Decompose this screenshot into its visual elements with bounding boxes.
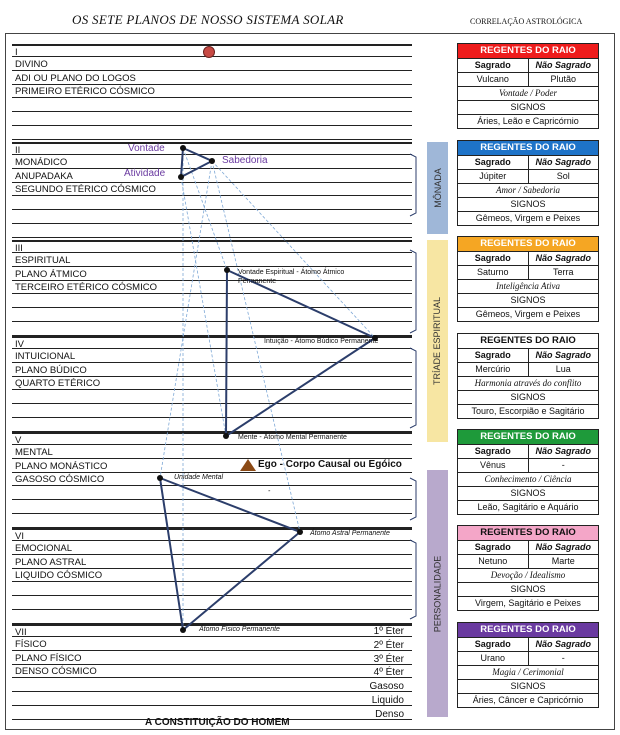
- node-mental: [223, 433, 229, 439]
- col-nao-sagrado: Não Sagrado: [528, 349, 599, 362]
- guide-atmico: [183, 148, 227, 270]
- bracket-v: [410, 478, 416, 520]
- bracket-vi: [410, 540, 416, 619]
- sacred-ruler: Urano: [480, 653, 505, 663]
- non-sacred-ruler: Terra: [528, 266, 599, 279]
- ray-header: REGENTES DO RAIO: [458, 44, 598, 59]
- monad-triangle: [181, 148, 212, 177]
- ego-triangle-icon: [240, 459, 256, 471]
- plane-row: MONÁDICO: [12, 156, 412, 169]
- non-sacred-ruler: -: [528, 459, 599, 472]
- sacred-ruler: Netuno: [478, 556, 508, 566]
- plane-row: GASOSO CÓSMICO: [12, 473, 412, 486]
- node-sabedoria: [209, 158, 215, 164]
- plane-row: FÍSICO: [12, 638, 412, 651]
- col-sagrado: Sagrado: [474, 157, 511, 167]
- signs-label: SIGNOS: [510, 392, 546, 402]
- signs-list: Virgem, Sagitário e Peixes: [475, 598, 581, 608]
- plane-row: II: [12, 142, 412, 155]
- signs-list: Touro, Escorpião e Sagitário: [471, 406, 585, 416]
- ego-label: Ego - Corpo Causal ou Egóico: [258, 459, 402, 470]
- label-atividade: Atividade: [124, 168, 166, 179]
- plane-row: IV: [12, 336, 412, 349]
- ray-quality: Vontade / Poder: [499, 88, 557, 98]
- plane-row: PLANO ASTRAL: [12, 556, 412, 569]
- label-unidade-mental: Unidade Mental: [174, 474, 224, 481]
- non-sacred-ruler: Marte: [528, 555, 599, 568]
- ray-quality: Conhecimento / Ciência: [484, 474, 572, 484]
- signs-label: SIGNOS: [510, 488, 546, 498]
- correlation-heading: CORRELAÇÃO ASTROLÓGICA: [470, 17, 583, 26]
- label-sabedoria: Sabedoria: [222, 155, 268, 166]
- sacred-ruler: Mercúrio: [475, 364, 511, 374]
- plane-row: PLANO MONÁSTICO: [12, 460, 412, 473]
- page-title: OS SETE PLANOS DE NOSSO SISTEMA SOLAR: [72, 12, 344, 27]
- ether-label: 2º Éter: [373, 639, 404, 651]
- guide-sabedoria: [212, 161, 375, 338]
- label-atomo-astral: Átomo Astral Permanente: [310, 530, 390, 537]
- ray-header: REGENTES DO RAIO: [458, 526, 598, 541]
- signs-list: Gêmeos, Virgem e Peixes: [475, 309, 581, 319]
- node-astral: [297, 529, 303, 535]
- col-nao-sagrado: Não Sagrado: [528, 59, 599, 72]
- ray-quality: Magia / Cerimonial: [492, 667, 564, 677]
- col-sagrado: Sagrado: [474, 253, 511, 263]
- ray-header: REGENTES DO RAIO: [458, 334, 598, 349]
- plane-row: SEGUNDO ETÉRICO CÓSMICO: [12, 183, 412, 196]
- plane-row: EMOCIONAL: [12, 542, 412, 555]
- ray-quality: Harmonia através do conflito: [474, 378, 582, 388]
- ether-label: Liquido: [371, 695, 404, 706]
- ray-quality: Amor / Sabedoria: [496, 185, 560, 195]
- col-sagrado: Sagrado: [474, 350, 511, 360]
- plane-row: TERCEIRO ETÉRICO CÓSMICO: [12, 281, 412, 294]
- bracket-iv: [410, 348, 416, 428]
- col-nao-sagrado: Não Sagrado: [528, 638, 599, 651]
- sacred-ruler: Vênus: [479, 460, 506, 470]
- col-nao-sagrado: Não Sagrado: [528, 252, 599, 265]
- signs-list: Leão, Sagitário e Aquário: [477, 502, 579, 512]
- bracket-ii: [410, 154, 416, 216]
- ray-header: REGENTES DO RAIO: [458, 430, 598, 445]
- col-nao-sagrado: Não Sagrado: [528, 156, 599, 169]
- triad-triangle: [226, 270, 375, 436]
- sacred-ruler: Vulcano: [476, 74, 509, 84]
- signs-label: SIGNOS: [510, 681, 546, 691]
- plane-row: ANUPADAKA: [12, 170, 412, 183]
- bracket-iii: [410, 250, 416, 333]
- personalidade-label: PERSONALIDADE: [432, 555, 443, 632]
- non-sacred-ruler: -: [528, 652, 599, 665]
- plane-row: LIQUIDO CÓSMICO: [12, 569, 412, 582]
- col-sagrado: Sagrado: [474, 446, 511, 456]
- signs-label: SIGNOS: [510, 584, 546, 594]
- plane-row: PLANO FÍSICO: [12, 652, 412, 665]
- ray-header: REGENTES DO RAIO: [458, 623, 598, 638]
- ether-label: Denso: [375, 708, 404, 720]
- monada-label: MÔNADA: [432, 168, 443, 208]
- plane-row: DENSO CÓSMICO: [12, 665, 412, 678]
- plane-row: MENTAL: [12, 446, 412, 459]
- divine-point-icon: [203, 46, 215, 58]
- personality-triangle: [160, 478, 300, 630]
- plane-row: I: [12, 44, 412, 57]
- plane-row: ESPIRITUAL: [12, 254, 412, 267]
- node-atmico: [224, 267, 230, 273]
- plane-row: INTUICIONAL: [12, 350, 412, 363]
- non-sacred-ruler: Plutão: [528, 73, 599, 86]
- plane-row: VII: [12, 624, 412, 637]
- ray-quality: Inteligência Ativa: [495, 281, 561, 291]
- label-atomo-mental: Mente - Átomo Mental Permanente: [238, 434, 347, 441]
- ether-label: 3º Éter: [373, 653, 404, 665]
- node-vontade: [180, 145, 186, 151]
- ether-label: 1º Éter: [373, 626, 404, 637]
- label-atomo-budico: Intuição - Átomo Búdico Permanente: [264, 338, 379, 345]
- ray-header: REGENTES DO RAIO: [458, 141, 598, 156]
- ether-label: Gasoso: [369, 681, 404, 693]
- col-nao-sagrado: Não Sagrado: [528, 541, 599, 554]
- label-vontade: Vontade: [128, 143, 165, 154]
- plane-row: VI: [12, 528, 412, 541]
- ray-quality: Devoção / Idealismo: [490, 570, 566, 580]
- ether-label: 4º Éter: [373, 667, 404, 679]
- non-sacred-ruler: Sol: [528, 170, 599, 183]
- plane-row: QUARTO ETÉRICO: [12, 377, 412, 390]
- col-sagrado: Sagrado: [474, 60, 511, 70]
- plane-row: III: [12, 240, 412, 253]
- triade-label: TRÍADE ESPIRITUAL: [432, 296, 443, 386]
- plane-row: PLANO ÁTMICO: [12, 268, 412, 281]
- col-sagrado: Sagrado: [474, 639, 511, 649]
- signs-list: Áries, Câncer e Capricórnio: [472, 695, 584, 705]
- label-atomo-fisico: Átomo Físico Permanente: [199, 626, 280, 633]
- footer-title: A CONSTITUIÇÃO DO HOMEM: [145, 717, 290, 728]
- signs-label: SIGNOS: [510, 102, 546, 112]
- guide-unidade: [160, 161, 212, 478]
- label-dash: -: [268, 488, 271, 495]
- signs-list: Gêmeos, Virgem e Peixes: [475, 213, 581, 223]
- node-fisico: [180, 627, 186, 633]
- label-atomo-atmico: Vontade Espiritual - Átomo Átmico Permanente: [238, 269, 345, 285]
- plane-row: DIVINO: [12, 58, 412, 71]
- col-nao-sagrado: Não Sagrado: [528, 445, 599, 458]
- sacred-ruler: Júpiter: [479, 171, 507, 181]
- signs-label: SIGNOS: [510, 295, 546, 305]
- plane-row: PRIMEIRO ETÉRICO CÓSMICO: [12, 85, 412, 98]
- plane-row: ADI OU PLANO DO LOGOS: [12, 72, 412, 85]
- signs-label: SIGNOS: [510, 199, 546, 209]
- node-unidade: [157, 475, 163, 481]
- non-sacred-ruler: Lua: [528, 363, 599, 376]
- plane-row: V: [12, 432, 412, 445]
- ray-header: REGENTES DO RAIO: [458, 237, 598, 252]
- guide-astral: [212, 161, 300, 532]
- sacred-ruler: Saturno: [476, 267, 509, 277]
- node-atividade: [178, 174, 184, 180]
- signs-list: Áries, Leão e Capricórnio: [477, 116, 579, 126]
- plane-row: PLANO BÚDICO: [12, 364, 412, 377]
- col-sagrado: Sagrado: [474, 542, 511, 552]
